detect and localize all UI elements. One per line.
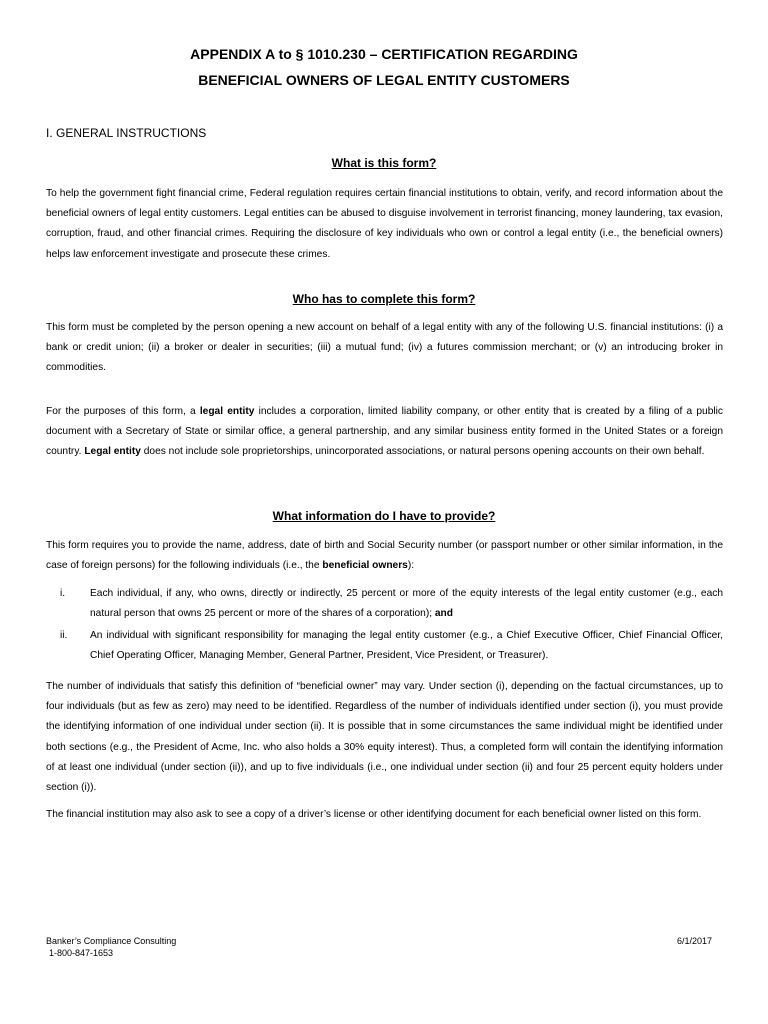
text-segment: ): [407, 560, 415, 572]
list-item-number: ii. [60, 630, 68, 641]
section-label: I. GENERAL INSTRUCTIONS [46, 126, 207, 140]
list-item-text [90, 626, 723, 666]
paragraph-purpose: To help the government fight financial crime, Federal regulation requires certain financial institutions to obtain, verify, and record information about the beneficial owners of legal entity customers. Legal entities can be abused to disguise involvement in terrorist financing, money laundering, tax evasion, corruption, fraud, and other financial crimes. Requiring the disclosure of key individuals who own or control a legal entity (i.e., the beneficial owners) helps law enforcement investigate and prosecute these crimes. [46, 188, 723, 260]
document-title-line-2: BENEFICIAL OWNERS OF LEGAL ENTITY CUSTOMERS [198, 72, 570, 88]
footer-phone: 1-800-847-1653 [49, 948, 114, 958]
bold-term: legal entity [199, 406, 255, 417]
heading-what-is-this-form: What is this form? [331, 156, 437, 170]
text-segment: An individual with significant responsibility for managing the legal entity customer (e.g., a Chief Executive Officer, Chief Financial Officer, Chief Operating Officer, Managing Member, General Partner, President, Vice President, or Treasurer). [90, 630, 723, 662]
paragraph-who-completes: This form must be completed by the person opening a new account on behalf of a legal entity with any of the following U.S. financial institutions: (i) a bank or credit union; (ii) a broker or dealer in securities; (iii) a mutual fund; (iv) a futures commission merchant; or (v) an introducing broker in commodities. [46, 322, 723, 374]
list-item-number: i. [60, 588, 66, 599]
text-segment: For the purposes of this form, a [46, 406, 200, 417]
text-segment: Each individual, if any, who owns, directly or indirectly, 25 percent or more of the equity interests of the legal entity customer (e.g., each natural person that owns 25 percent or more of the shares of a corporation); [90, 588, 723, 620]
footer-company-name: Banker’s Compliance Consulting [46, 936, 177, 946]
footer-date: 6/1/2017 [677, 936, 713, 946]
bold-term: and [434, 608, 453, 620]
bold-term: Legal entity [84, 446, 141, 458]
bold-term: beneficial owners [322, 560, 408, 572]
footer-company-block [46, 935, 176, 959]
document-title-line-1: APPENDIX A to § 1010.230 – CERTIFICATION REGARDING [190, 46, 578, 62]
text-segment: This form requires you to provide the name, address, date of birth and Social Security number (or passport number or other similar information, in the case of foreign persons) for the following individuals (i.e., the [46, 540, 723, 572]
list-item-text [90, 584, 723, 624]
paragraph-identifying-document: The financial institution may also ask to see a copy of a driver’s license or other identifying document for each beneficial owner listed on this form. [46, 809, 702, 820]
paragraph-number-of-owners: The number of individuals that satisfy this definition of “beneficial owner” may vary. Under section (i), depending on the factual circumstances, up to four individuals (but as few as zero) may need to be identified. Regardless of the number of individuals identified under section (i), you must provide the identifying information of one individual under section (ii). It is possible that in some circumstances the same individual might be identified under both sections (e.g., the President of Acme, Inc. who also holds a 30% equity interest). Thus, a completed form will contain the identifying information of at least one individual (under section (ii)), and up to five individuals (i.e., one individual under section (ii) and four 25 percent equity holders under section (i)). [46, 681, 723, 794]
paragraph-information-required [46, 536, 723, 576]
paragraph-legal-entity-definition [46, 402, 723, 463]
text-segment: does not include sole proprietorships, unincorporated associations, or natural persons opening accounts on their own behalf. [140, 446, 705, 458]
text-segment: includes a corporation, limited liability company, or other entity that is created by a filing of a public document with a Secretary of State or similar office, a general partnership, and any similar business entity formed in the United States or a foreign country. [46, 406, 724, 458]
heading-what-information: What information do I have to provide? [272, 509, 496, 523]
heading-who-completes: Who has to complete this form? [292, 292, 476, 306]
